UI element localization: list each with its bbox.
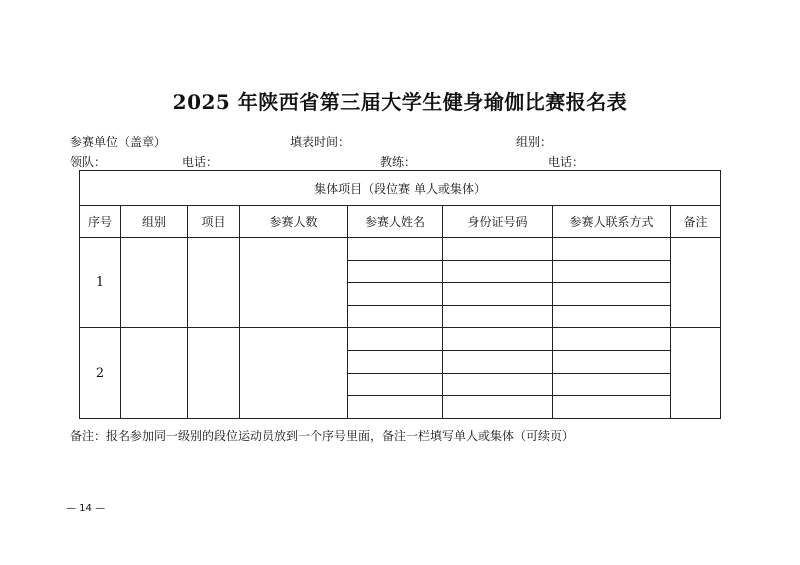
contact-cell[interactable]	[553, 396, 671, 419]
name-cell[interactable]	[348, 283, 443, 306]
id-cell[interactable]	[443, 238, 553, 261]
id-cell[interactable]	[443, 373, 553, 396]
group-cell[interactable]	[121, 238, 188, 328]
name-cell[interactable]	[348, 260, 443, 283]
header-row	[80, 206, 721, 238]
column-header-count: 参赛人数	[240, 206, 348, 238]
column-header-contact: 参赛人联系方式	[553, 206, 671, 238]
name-cell[interactable]	[348, 238, 443, 261]
page-number: — 14 —	[66, 503, 106, 514]
form-title: 2025 年陕西省第三届大学生健身瑜伽比赛报名表	[172, 90, 628, 114]
registration-table	[79, 170, 721, 419]
seq-cell: 2	[80, 328, 121, 418]
column-header-group: 组别	[121, 206, 188, 238]
remark-cell[interactable]	[671, 238, 721, 328]
id-cell[interactable]	[443, 328, 553, 351]
event-cell[interactable]	[188, 328, 240, 418]
remark-cell[interactable]	[671, 328, 721, 418]
contact-cell[interactable]	[553, 260, 671, 283]
name-cell[interactable]	[348, 328, 443, 351]
section-title: 集体项目（段位赛 单人或集体）	[80, 171, 721, 206]
count-cell[interactable]	[240, 328, 348, 418]
event-cell[interactable]	[188, 238, 240, 328]
name-cell[interactable]	[348, 305, 443, 328]
name-cell[interactable]	[348, 350, 443, 373]
unit-label: 参赛单位（盖章）	[70, 135, 167, 149]
name-cell[interactable]	[348, 396, 443, 419]
column-header-seq: 序号	[80, 206, 121, 238]
id-cell[interactable]	[443, 350, 553, 373]
column-header-name: 参赛人姓名	[348, 206, 443, 238]
id-cell[interactable]	[443, 396, 553, 419]
column-header-remark: 备注	[671, 206, 721, 238]
id-cell[interactable]	[443, 283, 553, 306]
leader-label: 领队：	[70, 155, 107, 169]
id-cell[interactable]	[443, 260, 553, 283]
contact-cell[interactable]	[553, 305, 671, 328]
seq-cell: 1	[80, 238, 121, 328]
section-row	[80, 171, 721, 206]
table-row	[80, 328, 721, 351]
contact-cell[interactable]	[553, 350, 671, 373]
footnote: 备注：报名参加同一级别的段位运动员放到一个序号里面，备注一栏填写单人或集体（可续页）	[70, 429, 575, 443]
contact-cell[interactable]	[553, 238, 671, 261]
count-cell[interactable]	[240, 238, 348, 328]
coach-label: 教练：	[380, 155, 417, 169]
contact-cell[interactable]	[553, 283, 671, 306]
contact-cell[interactable]	[553, 328, 671, 351]
date-label: 填表时间：	[290, 135, 351, 149]
name-cell[interactable]	[348, 373, 443, 396]
column-header-id: 身份证号码	[443, 206, 553, 238]
coach-phone-label: 电话：	[548, 155, 585, 169]
contact-cell[interactable]	[553, 373, 671, 396]
table-row	[80, 238, 721, 261]
group-cell[interactable]	[121, 328, 188, 418]
leader-phone-label: 电话：	[182, 155, 219, 169]
column-header-event: 项目	[188, 206, 240, 238]
id-cell[interactable]	[443, 305, 553, 328]
group-label: 组别：	[516, 135, 553, 149]
